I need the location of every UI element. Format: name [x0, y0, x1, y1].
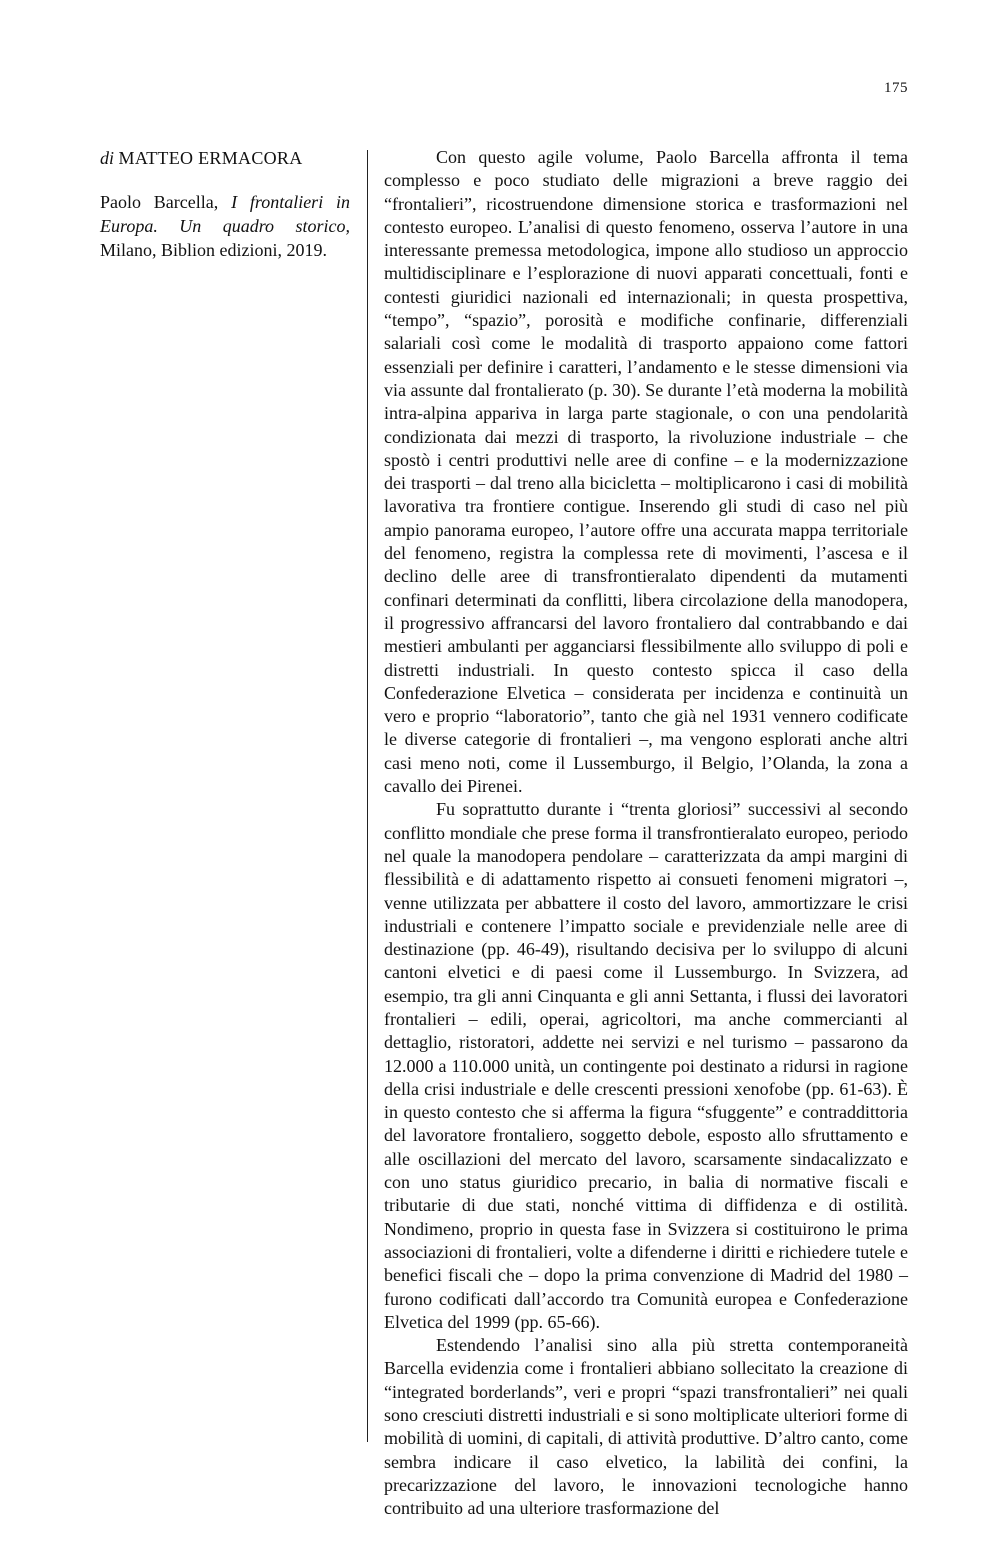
body-paragraph-3: Estendendo l’analisi sino alla più stretta contemporaneità Barcella evidenzia come i frontalieri abbiano sollecitato la creazione di “integrated borderlands”, veri e propri “spazi transfrontalieri” nei quali sono cresciuti distretti industriali e si sono moltiplicate ulteriori forme di mobilità di uomini, di capitali, di attività produttive. D’altro canto, come sembra indicare il caso elvetico, la labilità dei confini, la precarizzazione del lavoro, le innovazioni tecnologiche hanno contribuito ad una ulteriore trasformazione del	[384, 1335, 908, 1519]
book-reference	[100, 190, 350, 262]
body-paragraph-2: Fu soprattutto durante i “trenta gloriosi” successivi al secondo conflitto mondiale che prese forma il transfrontieralato europeo, periodo nel quale la manodopera pendolare – caratterizzata da ampi margini di flessibilità e di adattamento rispetto ai consueti fenomeni migratori –, venne utilizzata per abbattere il costo del lavoro, ammortizzare le crisi industriali e contenere l’impatto sociale e previdenziale nelle aree di destinazione (pp. 46-49), risultando decisiva per lo sviluppo di alcuni cantoni elvetici e di paesi come il Lussemburgo. In Svizzera, ad esempio, tra gli anni Cinquanta e gli anni Settanta, i flussi dei lavoratori frontalieri – edili, operai, agricoltori, ma anche commercianti al dettaglio, ristoratori, addette nei servizi e nel turismo – passarono da 12.000 a 110.000 unità, un contingente poi destinato a ridursi in ragione della crisi industriale e delle crescenti pressioni xenofobe (pp. 61-63). È in questo contesto che si afferma la figura “sfuggente” e contraddittoria del lavoratore frontaliero, soggetto debole, esposto allo sfruttamento e alle oscillazioni del mercato del lavoro, scarsamente sindacalizzato e con uno status giuridico precario, in balia di normative fiscali e tributarie di due stati, nonché vittima di diffidenza e di ostilità. Nondimeno, proprio in questa fase in Svizzera si costituirono le prima associazioni di frontalieri, volte a difenderne i diritti e richiedere tutele e benefici fiscali che – dopo la prima convenzione di Madrid del 1980 – furono codificati dall’accordo tra Comunità europea e Confederazione Elvetica del 1999 (pp. 65-66).	[384, 799, 908, 1332]
book-publisher: Milano, Biblion edizioni, 2019.	[100, 240, 327, 260]
book-author: Paolo Barcella,	[100, 192, 219, 212]
book-title: I frontalieri in Europa. Un quadro storico,	[100, 192, 350, 236]
review-author	[100, 146, 350, 170]
review-sidebar	[100, 146, 350, 262]
page-number: 175	[884, 80, 908, 96]
author-prefix: di	[100, 148, 115, 168]
column-divider	[367, 150, 368, 1442]
review-body	[384, 146, 908, 1521]
body-paragraph-1: Con questo agile volume, Paolo Barcella affronta il tema complesso e poco studiato delle migrazioni a breve raggio dei “frontalieri”, ricostruendone dimensione storica e trasformazioni nel contesto europeo. L’analisi di questo fenomeno, osserva l’autore in una interessante premessa metodologica, impone allo studioso un approccio multidisciplinare e l’esplorazione di nuovi apparati concettuali, fonti e contesti giuridici nazionali ed internazionali; in questa prospettiva, “tempo”, “spazio”, porosità e modifiche confinarie, differenziali salariali così come le modalità di trasporto appaiono come fattori essenziali per definire i caratteri, l’andamento e le stesse dimensioni via via assunte dal frontalierato (p. 30). Se durante l’età moderna la mobilità intra-alpina appariva in larga parte stagionale, o con una pendolarità condizionata dai mezzi di trasporto, la rivoluzione industriale – che spostò i centri produttivi nelle aree di confine – e la modernizzazione dei trasporti – dal treno alla bicicletta – moltiplicarono i casi di mobilità lavorativa tra frontiere contigue. Inserendo gli studi di caso nel più ampio panorama europeo, l’autore offre una accurata mappa territoriale del fenomeno, registra la complessa rete di movimenti, l’ascesa e il declino delle aree di transfrontieralato dipendenti da mutamenti confinari determinati da conflitti, libera circolazione della manodopera, il progressivo affrancarsi del lavoro frontaliero dal contrabbando e dai mestieri ambulanti per agganciarsi flessibilmente allo sviluppo di poli e distretti industriali. In questo contesto spicca il caso della Confederazione Elvetica – considerata per incidenza e continuità un vero e proprio “laboratorio”, tanto che già nel 1931 vennero codificate le diverse categorie di frontalieri –, ma vengono esplorati anche altri casi meno noti, come il Lussemburgo, il Belgio, l’Olanda, la zona a cavallo dei Pirenei.	[384, 147, 908, 797]
author-name: MATTEO ERMACORA	[118, 148, 303, 168]
